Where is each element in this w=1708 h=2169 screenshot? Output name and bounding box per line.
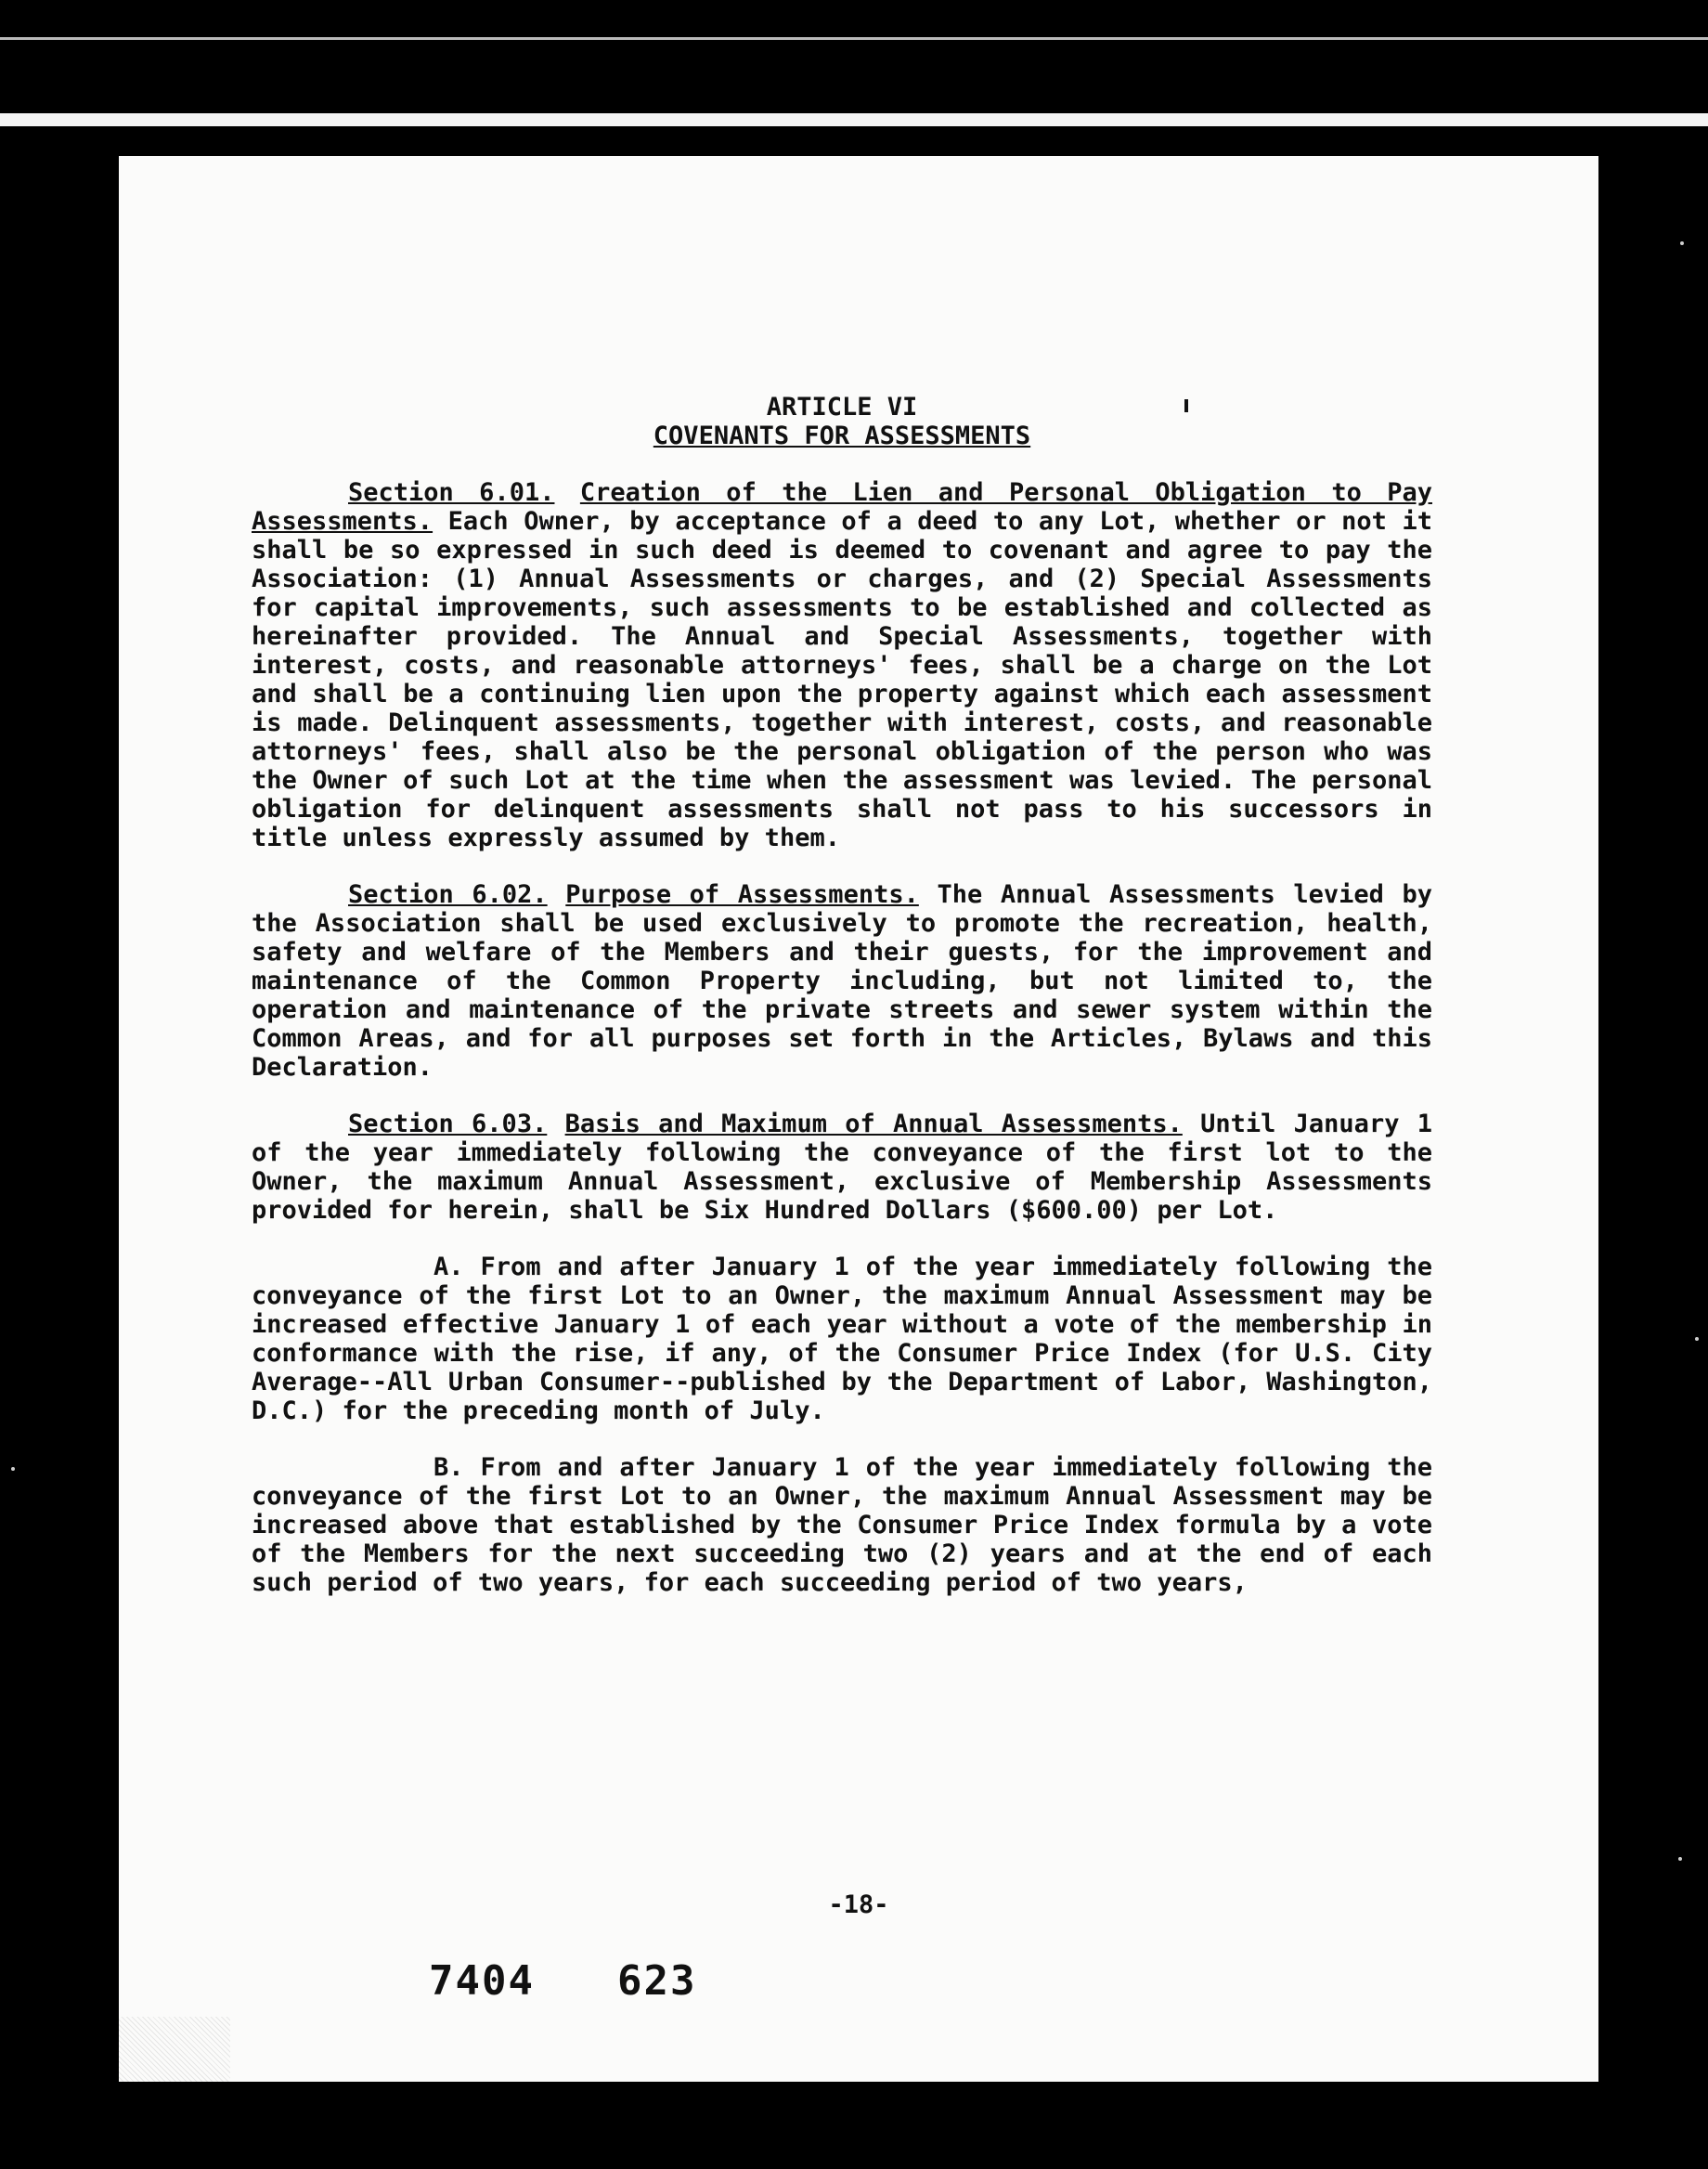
subsection-body: From and after January 1 of the year immediately following the conveyance of the first Lot to an Owner, the maximum Annual Assessment may be increased effective January 1 of each year without a vote of the membership in conformance with the rise, if any, of the Consumer Price Index (for U.S. City Average--All Urban Consumer--published by the Department of Labor, Washington, D.C.) for the preceding month of July. [252,1253,1432,1425]
section-number: Section 6.01. [348,478,555,507]
section-number: Section 6.02. [348,880,548,909]
page-number: -18- [828,1890,889,1919]
subsection-a [252,1253,1432,1425]
scan-edge-band [0,113,1708,126]
article-title: ARTICLE VI [766,393,918,422]
document-page [119,156,1598,2082]
scan-speck [1695,1337,1699,1341]
subsection-body: From and after January 1 of the year immediately following the conveyance of the first Lot to an Owner, the maximum Annual Assessment may be increased above that established by the Consumer Price Index formula by a vote of the Members for the next succeeding two (2) years and at the end of each such period of two years, for each succeeding period of two years, [252,1453,1432,1597]
section-body: Until January 1 of the year immediately following the conveyance of the first lot to the Owner, the maximum Annual Assessment, exclusive of Membership Assessments provided for herein, shall be Six Hundred Dollars ($600.00) per Lot. [252,1110,1432,1225]
section-heading: Creation of the Lien and Personal Obligation to Pay Assessments. [252,478,1432,536]
section-6-03 [252,1110,1432,1225]
section-6-02 [252,880,1432,1082]
stamp-number-right: 623 [617,1957,697,2005]
article-subtitle [252,422,1432,450]
section-body: Each Owner, by acceptance of a deed to any Lot, whether or not it shall be so expressed in such deed is deemed to covenant and agree to pay the Association: (1) Annual Assessments or charges, and (2) Special Assessments for capital improvements, such assessments to be established and collected as hereinafter provided. The Annual and Special Assessments, together with interest, costs, and reasonable attorneys' fees, shall be a charge on the Lot and shall be a continuing lien upon the property against which each assessment is made. Delinquent assessments, together with interest, costs, and reasonable attorneys' fees, shall also be the personal obligation of the person who was the Owner of such Lot at the time when the assessment was levied. The personal obligation for delinquent assessments shall not pass to his successors in title unless expressly assumed by them. [252,507,1432,852]
scan-edge-streak [0,37,1708,40]
scan-noise [119,2017,230,2082]
subsection-b [252,1453,1432,1597]
section-heading: Basis and Maximum of Annual Assessments. [564,1110,1183,1138]
section-number: Section 6.03. [348,1110,548,1138]
section-6-01 [252,478,1432,852]
stamp-number-left: 7404 [429,1957,535,2005]
section-body: The Annual Assessments levied by the Association shall be used exclusively to promote the recreation, health, safety and welfare of the Members and their guests, for the improvement and maintenance of the Common Property including, but not limited to, the operation and maintenance of the private streets and sewer system within the Common Areas, and for all purposes set forth in the Articles, Bylaws and this Declaration. [252,880,1432,1082]
article-subtitle-text: COVENANTS FOR ASSESSMENTS [653,422,1031,450]
scan-speck [11,1467,15,1471]
section-heading: Purpose of Assessments. [565,880,919,909]
document-body [252,393,1432,1597]
scan-speck [1678,1857,1682,1861]
scan-speck [1680,241,1684,245]
subsection-label: A. [433,1253,464,1281]
subsection-label: B. [433,1453,464,1482]
